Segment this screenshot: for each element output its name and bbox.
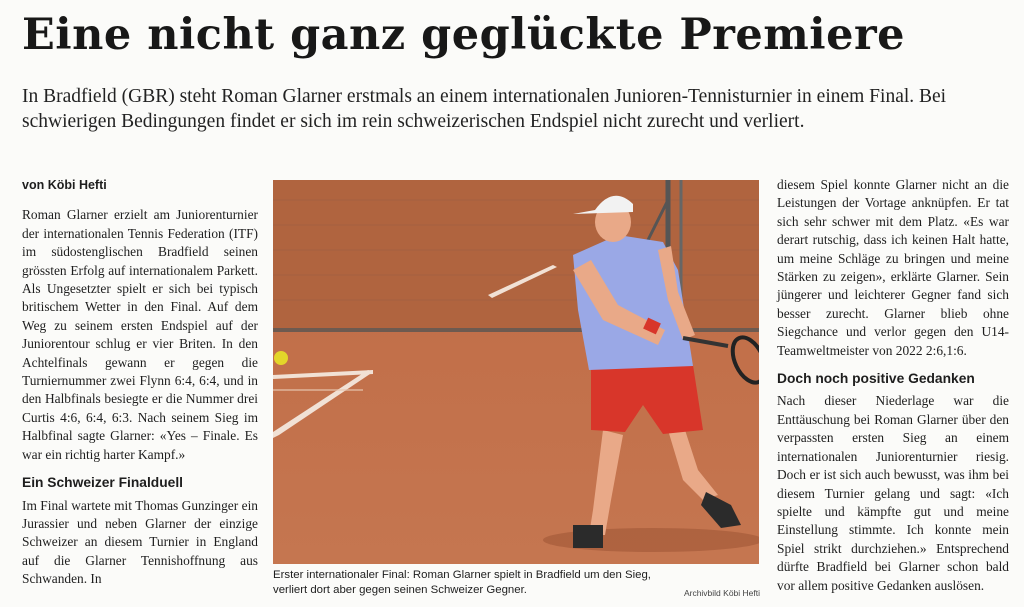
paragraph-positive: Nach dieser Niederlage war die Enttäuschung bei Roman Glarner über den verpassten ersten Sieg an einem internationalen Juniorenturnier riesig. Doch er ist sich auch bewusst, was ihm bei diesem Turnier gelang und sagt: «Ich spielte und kämpfte gut und meine Einstellung stimmte. Ich konnte mein Spiel strikt durchziehen.» Entsprechend dürfte Bradfield bei Glarner schon bald vor allem positive Gedanken auslösen.: [777, 393, 1009, 593]
subheading-final: Ein Schweizer Finalduell: [22, 475, 184, 491]
author-byline: von Köbi Hefti: [22, 178, 107, 192]
paragraph-final: Im Final wartete mit Thomas Gunzinger ein Jurassier und neben Glarner der einzige Schweizer an diesem Turnier in England auf die Glarner Tennishoffnung aus Schwanden. In: [22, 497, 258, 587]
article-photo: [273, 180, 759, 564]
headline: Eine nicht ganz geglückte Premiere: [22, 10, 905, 60]
lead-paragraph: In Bradfield (GBR) steht Roman Glarner erstmals an einem internationalen Junioren-Tennisturnier in einem Final. Bei schwierigen Bedingungen findet er sich im rein schweizerischen Endspiel nicht zurecht und verliert.: [22, 86, 947, 132]
column-left: [22, 176, 258, 589]
photo-caption: Erster internationaler Final: Roman Glarner spielt in Bradfield um den Sieg, verliert dort aber gegen seinen Schweizer Gegner.: [273, 569, 651, 596]
paragraph-intro: Roman Glarner erzielt am Juniorenturnier der internationalen Tennis Federation (ITF) im südostenglischen Bradfield seinen grössten Erfolg auf internationalem Parkett. Als Ungesetzter spielt er sich bei typisch britischem Wetter in den Final. Auf dem Weg zu seinem ersten Endspiel auf der Juniorentour schlug er vier Briten. In den Achtelfinals gewann er gegen die Turniernummer zwei Flynn 6:4, 6:4, und in den Halbfinals besiegte er die Nummer drei Curtis 4:6, 6:4, 6:3. Nach seinem Sieg im Halbfinal sagte Glarner: «Yes – Finale. Es war ein richtig harter Kampf.»: [22, 207, 258, 462]
tennis-player-illustration: [273, 180, 759, 564]
photo-credit: Archivbild Köbi Hefti: [683, 588, 760, 598]
subheading-positive: Doch noch positive Gedanken: [777, 371, 975, 387]
column-right: [777, 176, 1009, 595]
paragraph-match: diesem Spiel konnte Glarner nicht an die Leistungen der Vortage anknüpfen. Er tat sich sehr schwer mit dem Platz. «Es war derart rutschig, dass ich keinen Halt hatte, um meine Schläge zu bringen und meine Stärken zu zeigen», erklärte Glarner. Sein jüngerer und leichterer Gegner fand sich besser zurecht. Glarner blieb ohne Siegchance und verlor gegen den U14-Teamweltmeister von 2022 2:6,1:6.: [777, 177, 1009, 358]
